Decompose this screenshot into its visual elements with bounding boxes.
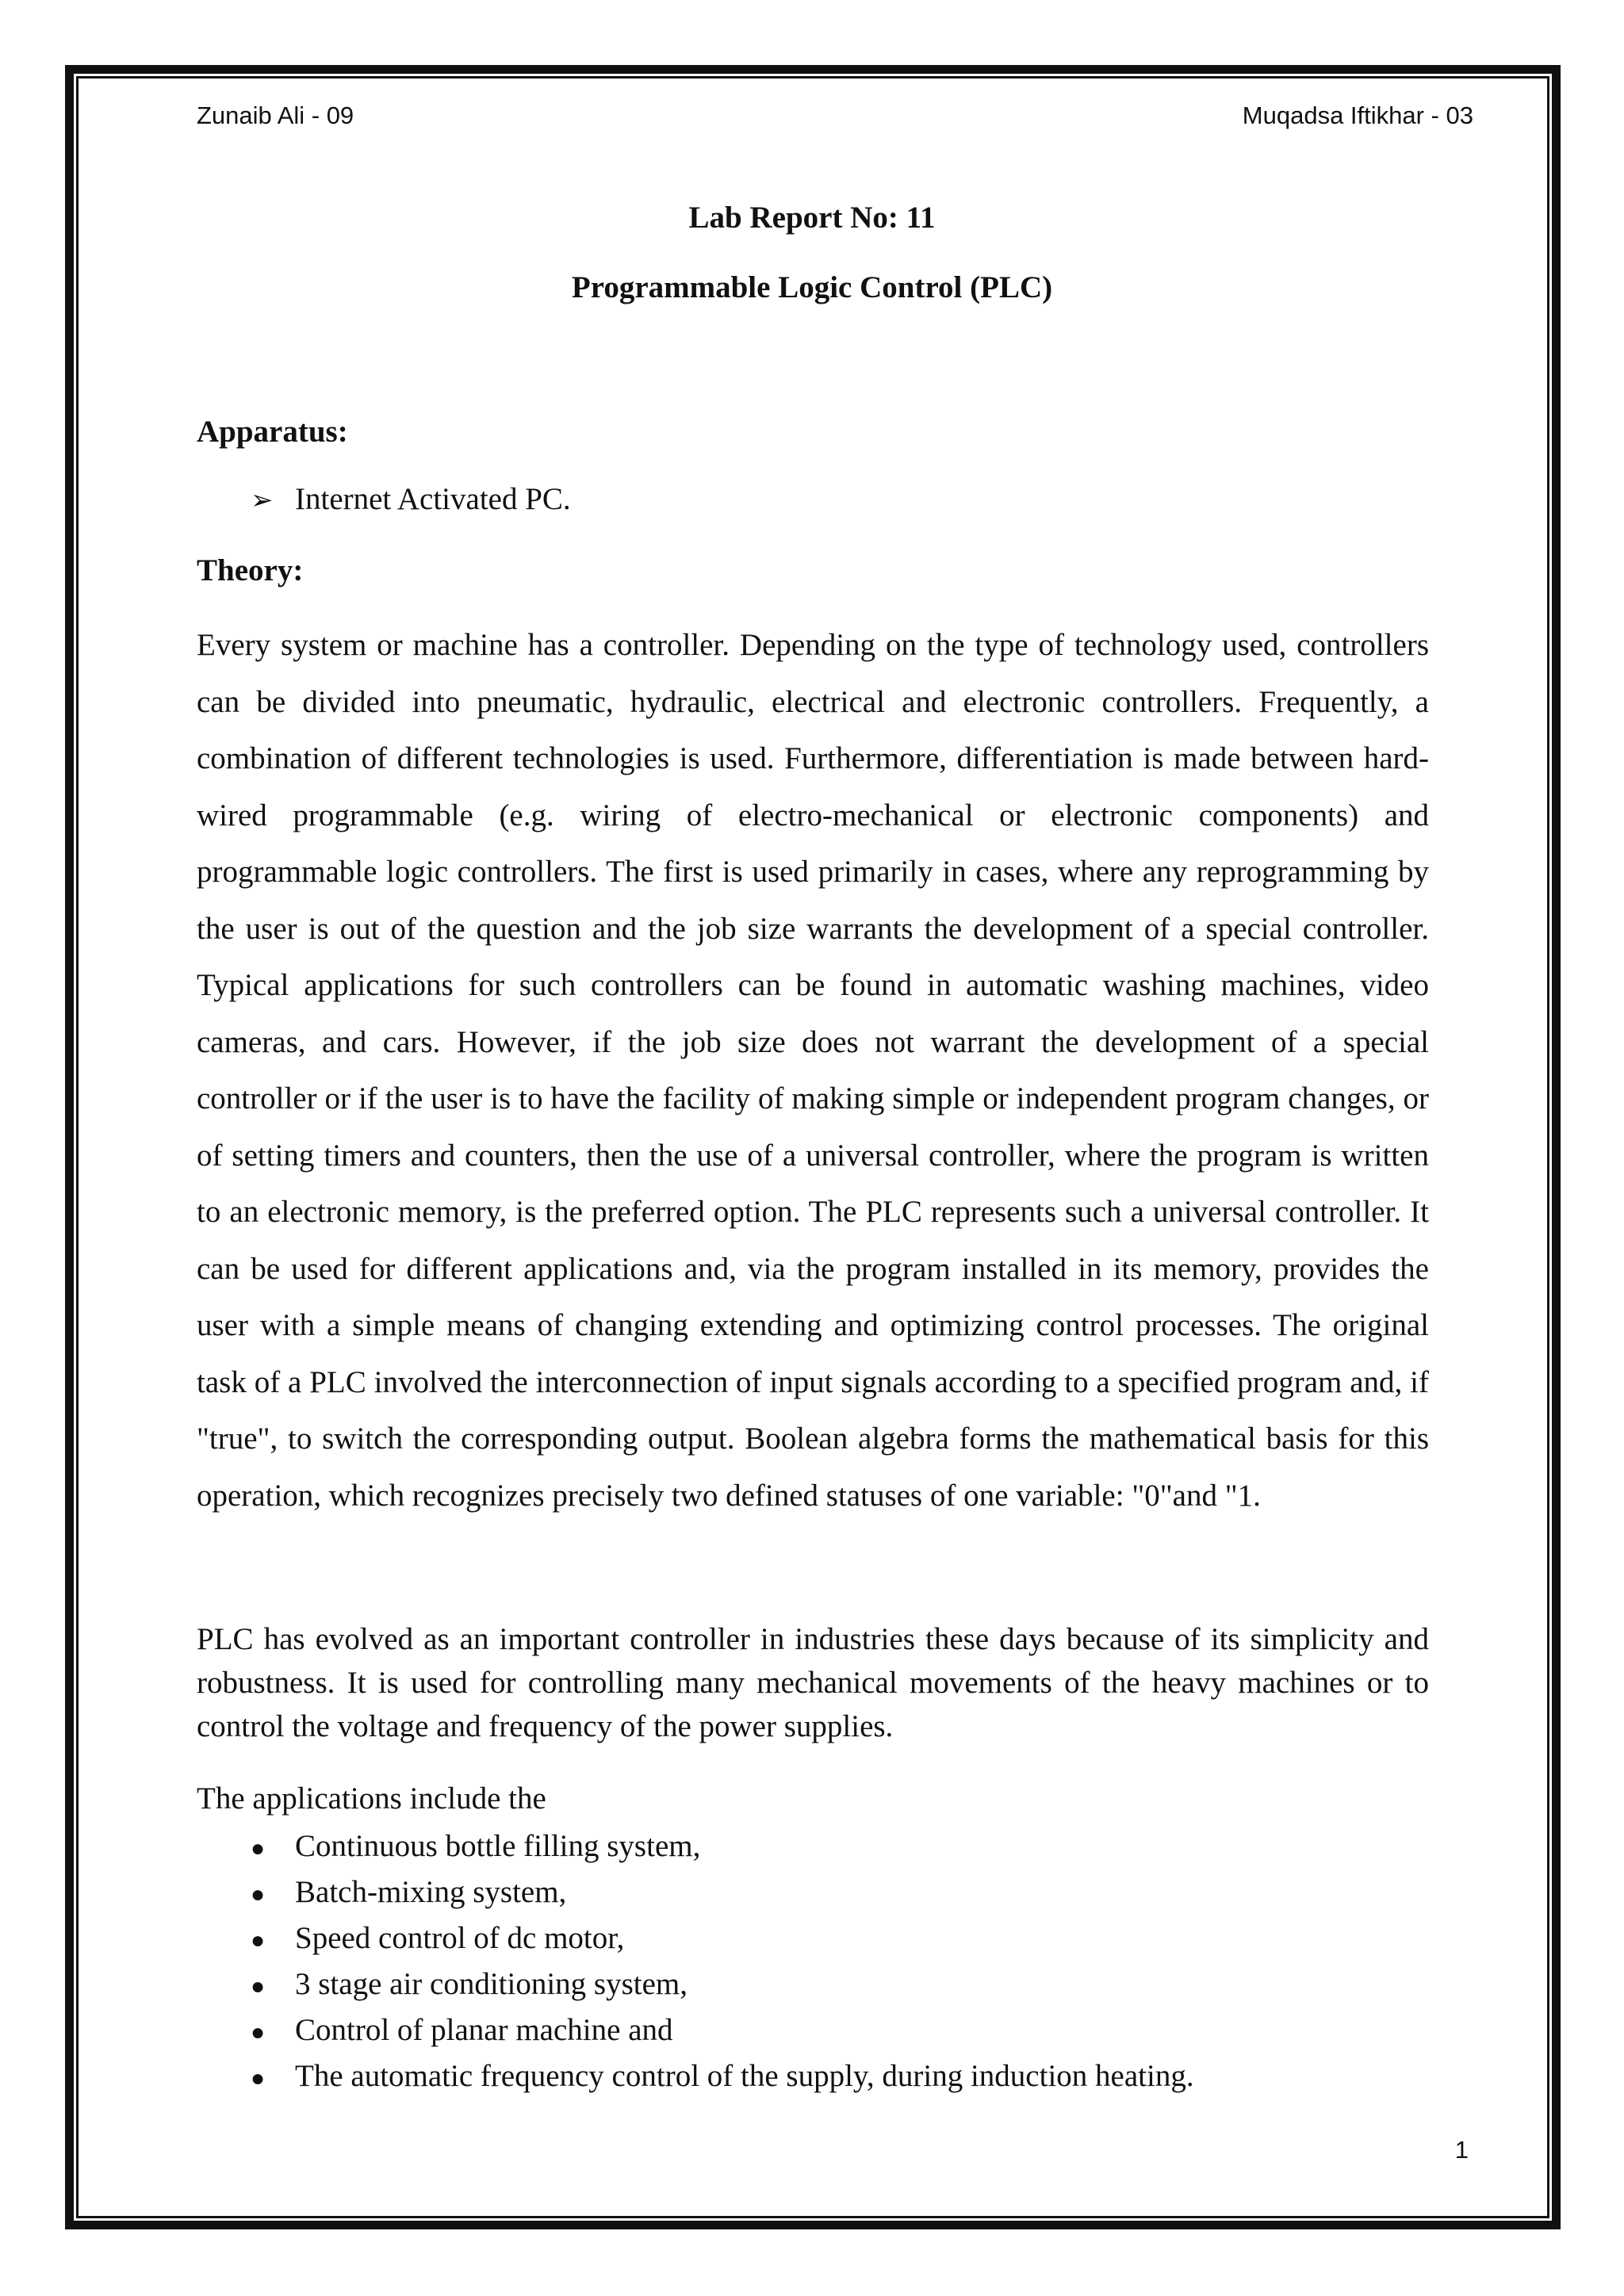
applications-intro: The applications include the [197,1781,546,1816]
theory-heading: Theory: [197,553,304,587]
round-bullet-icon: ● [251,1927,266,1954]
header-author-left: Zunaib Ali - 09 [197,101,354,129]
round-bullet-icon: ● [251,2065,266,2091]
list-item-text: Continuous bottle filling system, [295,1829,701,1863]
list-item [251,1869,1194,1915]
list-item-text: The automatic frequency control of the supply, during induction heating. [295,2059,1194,2093]
list-item [251,1961,1194,2007]
apparatus-item [251,480,571,521]
header-author-right: Muqadsa Iftikhar - 03 [1242,101,1473,129]
page-number: 1 [1454,2136,1469,2164]
round-bullet-icon: ● [251,1881,266,1908]
list-item [251,2053,1194,2099]
list-item [251,1915,1194,1961]
round-bullet-icon: ● [251,1973,266,1999]
list-item-text: Control of planar machine and [295,2013,673,2047]
list-item-text: Speed control of dc motor, [295,1921,625,1955]
theory-paragraph-1: Every system or machine has a controller. Depending on the type of technology used, controllers can be divided into pneumatic, hydraulic, electrical and electronic controllers. Frequently, a combination of different technologies is used. Furthermore, differentiation is made between hard-wired programmable (e.g. wiring of electro-mechanical or electronic components) and programmable logic controllers. The first is used primarily in cases, where any reprogramming by the user is out of the question and the job size warrants the development of a special controller. Typical applications for such controllers can be found in automatic washing machines, video cameras, and cars. However, if the job size does not warrant the development of a special controller or if the user is to have the facility of making simple or independent program changes, or of setting timers and counters, then the use of a universal controller, where the program is written to an electronic memory, is the preferred option. The PLC represents such a universal controller. It can be used for different applications and, via the program installed in its memory, provides the user with a simple means of changing extending and optimizing control processes. The original task of a PLC involved the interconnection of input signals according to a specified program and, if "true", to switch the corresponding output. Boolean algebra forms the mathematical basis for this operation, which recognizes precisely two defined statuses of one variable: "0"and "1. [197,628,1429,1513]
list-item [251,2007,1194,2053]
applications-list [251,1823,1194,2099]
apparatus-item-text: Internet Activated PC. [295,482,571,516]
apparatus-heading: Apparatus: [197,415,348,449]
arrow-bullet-icon: ➢ [251,486,274,515]
theory-paragraph-2: PLC has evolved as an important controller in industries these days because of its simplicity and robustness. It is used for controlling many mechanical movements of the heavy machines or to control the voltage and frequency of the power supplies. [197,1622,1429,1743]
report-subject-title: Programmable Logic Control (PLC) [571,270,1053,304]
round-bullet-icon: ● [251,1835,266,1862]
round-bullet-icon: ● [251,2019,266,2045]
list-item [251,1823,1194,1869]
list-item-text: Batch-mixing system, [295,1875,567,1909]
report-number-title: Lab Report No: 11 [688,201,936,235]
list-item-text: 3 stage air conditioning system, [295,1967,688,2001]
